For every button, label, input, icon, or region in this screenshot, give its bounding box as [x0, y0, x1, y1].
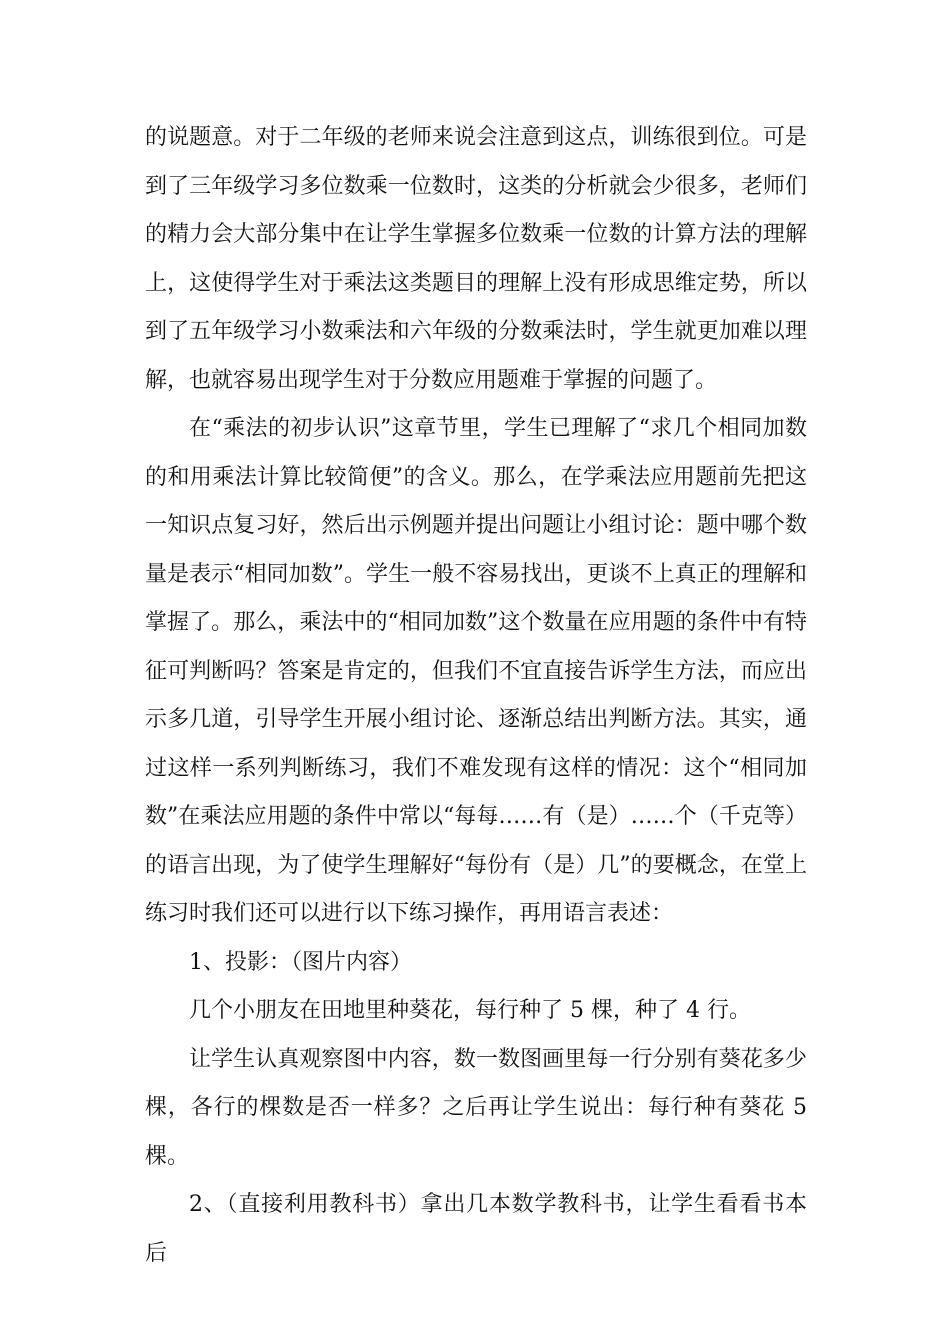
paragraph-step-1-projection: 1、投影：（图片内容）: [189, 949, 412, 975]
paragraph-continuation: 的说题意。对于二年级的老师来说会注意到这点，训练很到位。可是到了三年级学习多位数乘一位数时，这类的分析就会少很多，老师们的精力会大部分集中在让学生掌握多位数乘一位数的计算方法的理解上，这使得学生对于乘法这类题目的理解上没有形成思维定势，所以到了五年级学习小数乘法和六年级的分数乘法时，学生就更加难以理解，也就容易出现学生对于分数应用题难于掌握的问题了。: [145, 125, 807, 393]
paragraph-observation: 让学生认真观察图中内容，数一数图画里每一行分别有葵花多少棵，各行的棵数是否一样多？之后再让学生说出：每行种有葵花 5 棵。: [145, 1046, 807, 1169]
document-body: [145, 114, 807, 1278]
paragraph-step-2-textbook: 2、（直接利用教科书）拿出几本数学教科书，让学生看看书本后: [145, 1192, 807, 1266]
paragraph-sunflower-example: 几个小朋友在田地里种葵花，每行种了 5 棵，种了 4 行。: [189, 998, 751, 1023]
paragraph-multiplication-concept: 在“乘法的初步认识”这章节里，学生已理解了“求几个相同加数的和用乘法计算比较简便”的含义。那么，在学乘法应用题前先把这一知识点复习好，然后出示例题并提出问题让小组讨论：题中哪个数量是表示“相同加数”。学生一般不容易找出，更谈不上真正的理解和掌握了。那么，乘法中的“相同加数”这个数量在应用题的条件中有特征可判断吗？答案是肯定的，但我们不宜直接告诉学生方法，而应出示多几道，引导学生开展小组讨论、逐渐总结出判断方法。其实，通过这样一系列判断练习，我们不难发现有这样的情况：这个“相同加数”在乘法应用题的条件中常以“每每……有（是）……个（千克等）的语言出现，为了使学生理解好“每份有（是）几”的要概念，在堂上练习时我们还可以进行以下练习操作，再用语言表述：: [145, 416, 807, 926]
